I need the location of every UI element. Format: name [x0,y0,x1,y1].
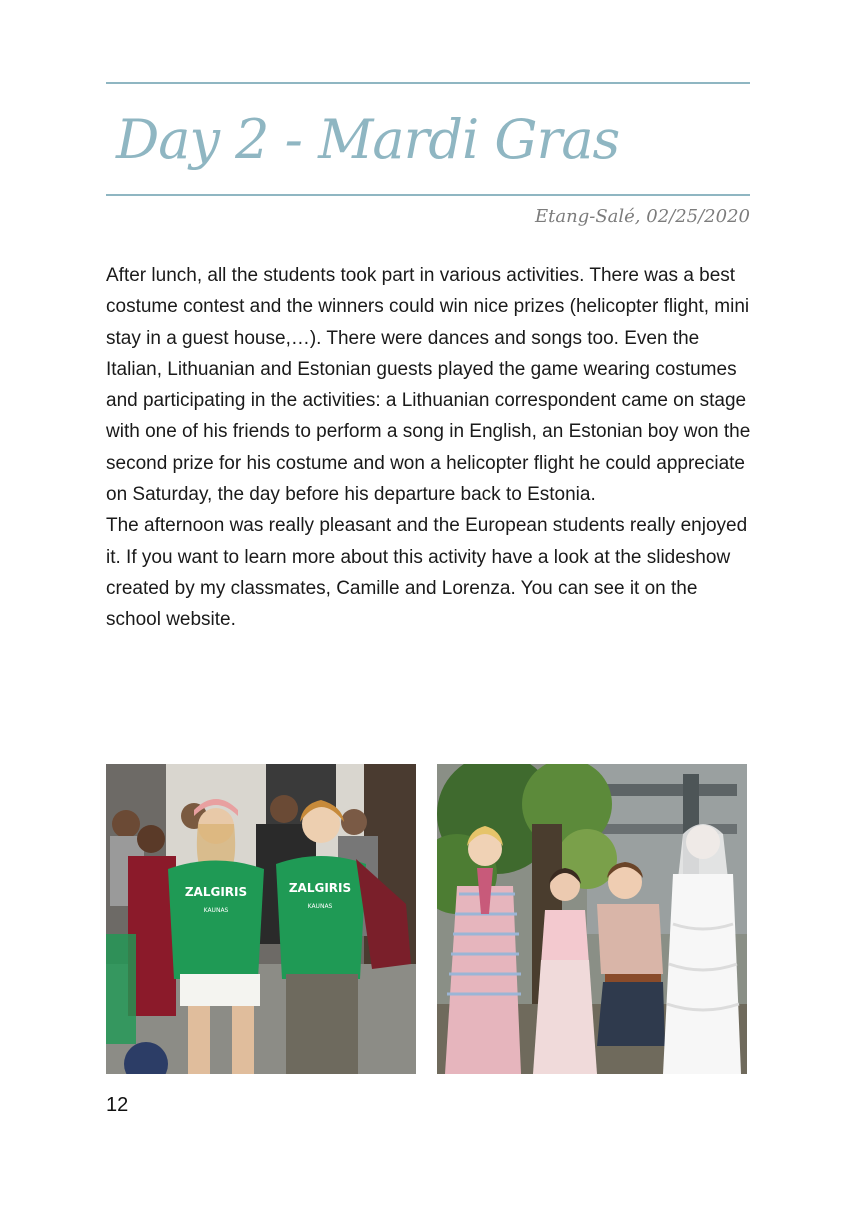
header-bottom-rule [106,194,750,196]
photo-students-green-shirts [106,764,416,1074]
header-top-rule [106,82,750,84]
paragraph-1: After lunch, all the students took part in various activities. There was a best costume contest and the winners could win nice prizes (helicopter flight, mini stay in a guest house,…). There were dances and songs too. Even the Italian, Lithuanian and Estonian guests played the game wearing costumes and participating in the activities: a Lithuanian correspondent came on stage with one of his friends to perform a song in English, an Estonian boy won the second prize for his costume and won a helicopter flight he could appreciate on Saturday, the day before his departure back to Estonia. [106,265,751,506]
shirt-text-left: ZALGIRIS [184,885,248,899]
page-title: Day 2 - Mardi Gras [116,108,620,171]
dateline: Etang-Salé, 02/25/2020 [535,206,750,227]
shirt-subtext-right: KAUNAS [307,903,333,910]
article-body [106,260,756,636]
photo-costumed-students [437,764,747,1074]
paragraph-2: The afternoon was really pleasant and the European students really enjoyed it. If you want to learn more about this activity have a look at the slideshow created by my classmates, Camille and Lorenza. You can see it on the school website. [106,515,748,631]
page-number: 12 [106,1094,129,1116]
shirt-subtext-left: KAUNAS [203,907,229,914]
shirt-text-right: ZALGIRIS [288,881,352,895]
